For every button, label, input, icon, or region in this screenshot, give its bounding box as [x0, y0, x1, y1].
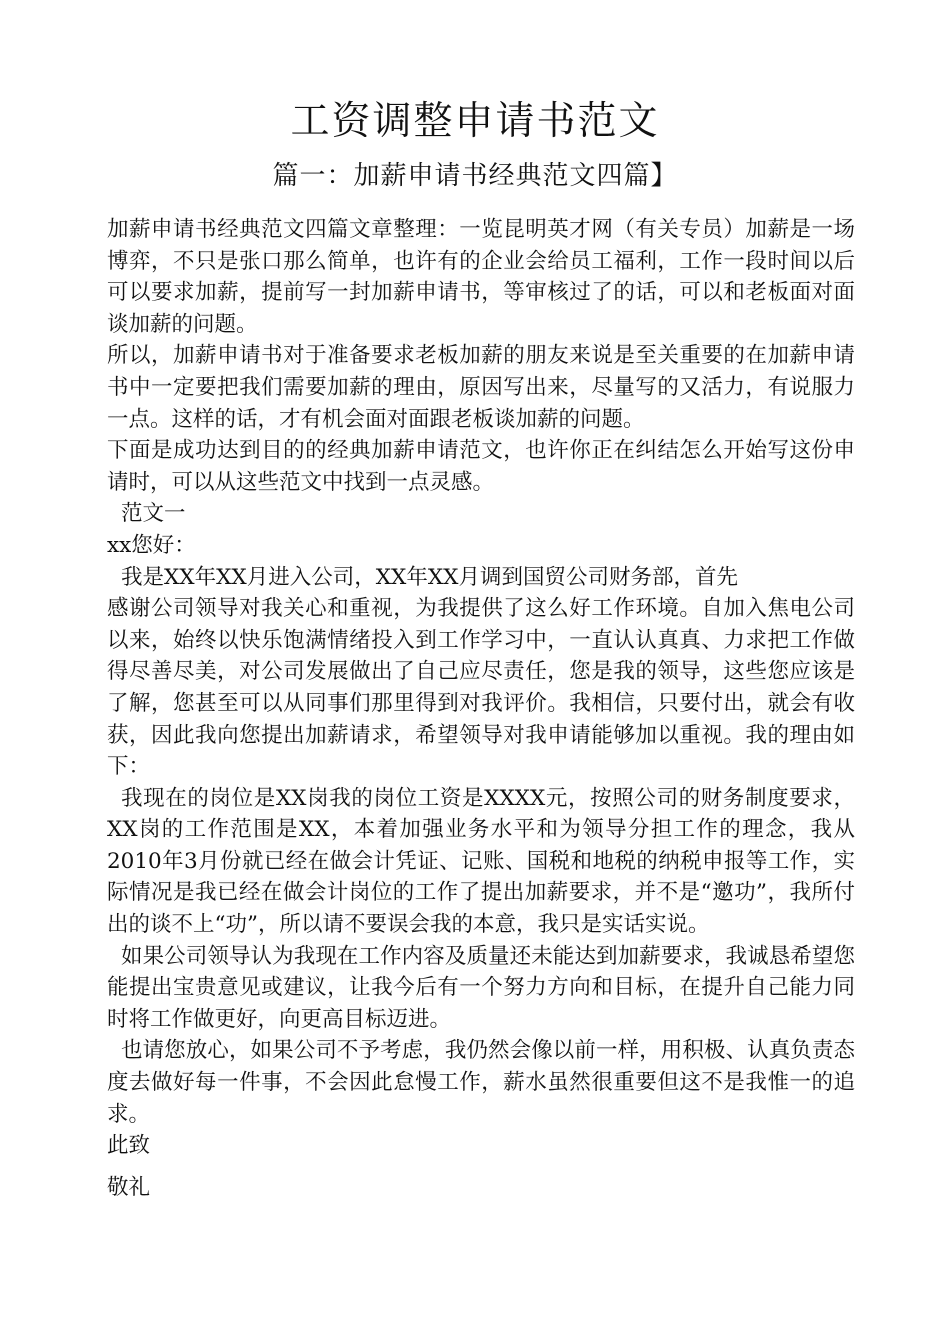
paragraph-feedback: 如果公司领导认为我现在工作内容及质量还未能达到加薪要求，我诚恳希望您能提出宝贵意见或建议，让我今后有一个努力方向和目标，在提升自己能力同时将工作做更好，向更高目标迈进。 [107, 943, 855, 1032]
paragraph-gratitude: 感谢公司领导对我关心和重视，为我提供了这么好工作环境。自加入焦电公司以来，始终以快乐饱满情绪投入到工作学习中，一直认认真真、力求把工作做得尽善尽美，对公司发展做出了自己应尽责任，您是我的领导，这些您应该是了解，您甚至可以从同事们那里得到对我评价。我相信，只要付出，就会有收获，因此我向您提出加薪请求，希望领导对我申请能够加以重视。我的理由如下： [107, 596, 855, 780]
paragraph-lead-in: 下面是成功达到目的的经典加薪申请范文，也许你正在纠结怎么开始写这份申请时，可以从这些范文中找到一点灵感。 [107, 438, 855, 495]
sample-heading: 范文一 [121, 501, 186, 527]
document-title: 工资调整申请书范文 [290, 99, 660, 144]
closing-line: 此致 [107, 1133, 151, 1159]
salutation: 敬礼 [107, 1174, 151, 1200]
paragraph-assurance: 也请您放心，如果公司不予考虑，我仍然会像以前一样，用积极、认真负责态度去做好每一件事，不会因此怠慢工作，薪水虽然很重要但这不是我惟一的追求。 [107, 1038, 855, 1127]
paragraph-intro: 加薪申请书经典范文四篇文章整理：一览昆明英才网（有关专员）加薪是一场博弈，不只是张口那么简单，也许有的企业会给员工福利，工作一段时间以后可以要求加薪，提前写一封加薪申请书，等审核过了的话，可以和老板面对面谈加薪的问题。 [107, 217, 855, 337]
document-subtitle: 篇一：加薪申请书经典范文四篇】 [272, 161, 678, 191]
paragraph-join-date: 我是XX年XX月进入公司，XX年XX月调到国贸公司财务部，首先 [121, 564, 738, 590]
paragraph-importance: 所以，加薪申请书对于准备要求老板加薪的朋友来说是至关重要的在加薪申请书中一定要把我们需要加薪的理由，原因写出来，尽量写的又活力，有说服力一点。这样的话，才有机会面对面跟老板谈加薪的问题。 [107, 343, 855, 432]
document-body [107, 214, 855, 1203]
greeting: xx您好： [107, 532, 196, 558]
paragraph-position: 我现在的岗位是XX岗我的岗位工资是XXXX元，按照公司的财务制度要求，XX岗的工作范围是XX，本着加强业务水平和为领导分担工作的理念，我从2010年3月份就已经在做会计凭证、记账、国税和地税的纳税申报等工作，实际情况是我已经在做会计岗位的工作了提出加薪要求，并不是“邀功”，我所付出的谈不上“功”，所以请不要误会我的本意，我只是实话实说。 [107, 785, 855, 938]
